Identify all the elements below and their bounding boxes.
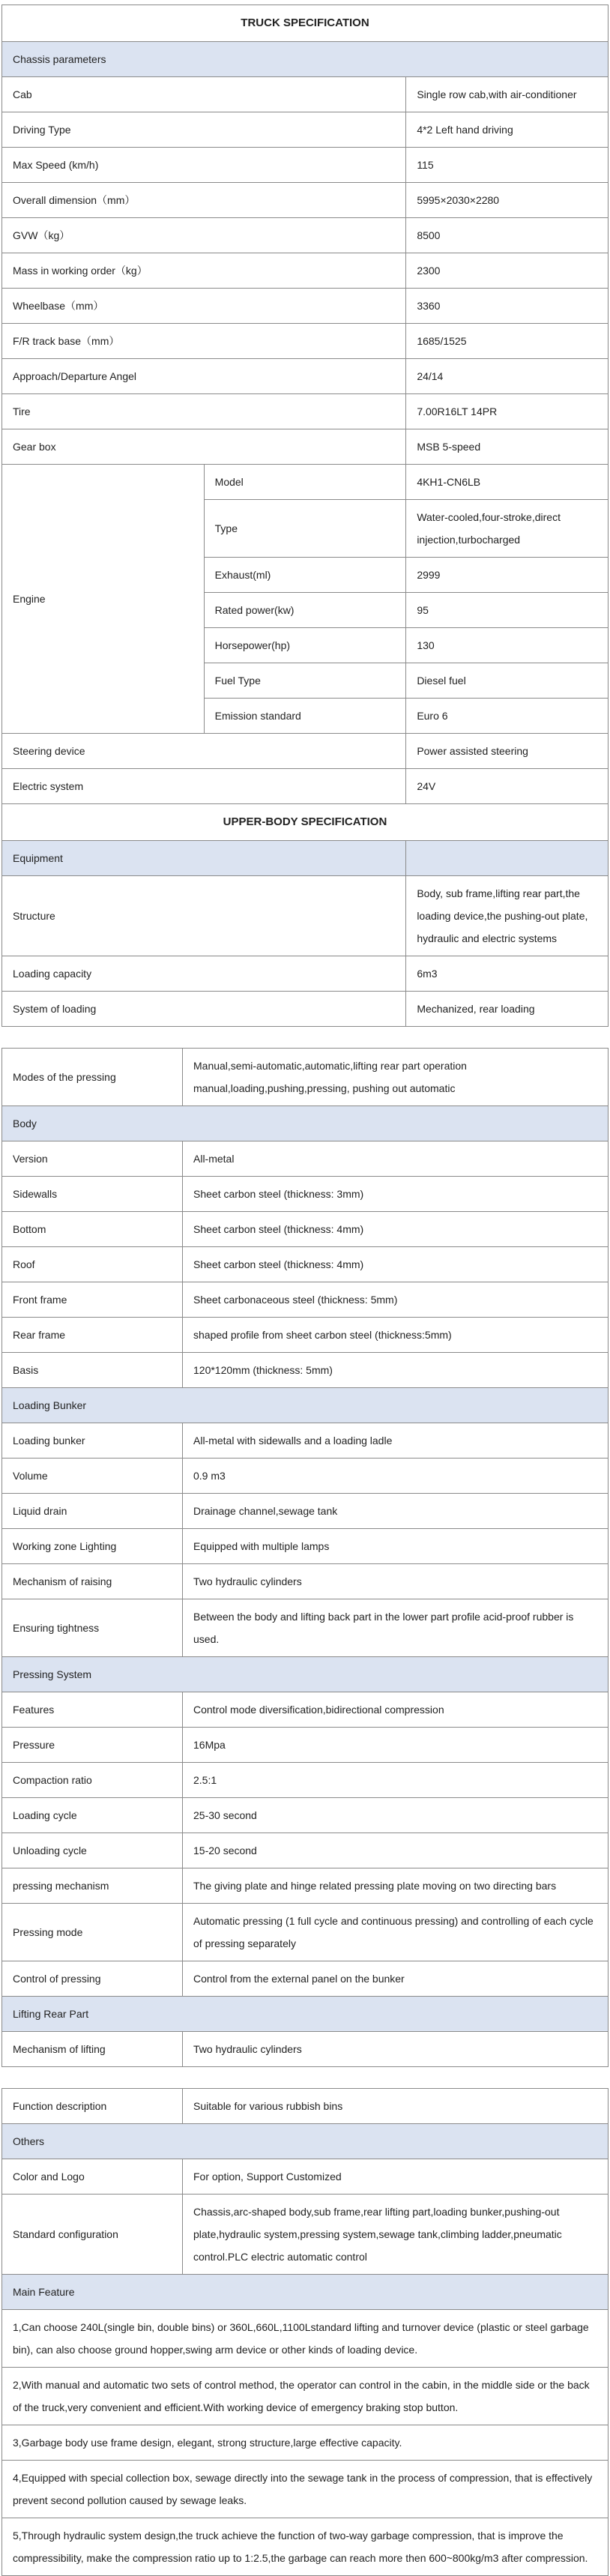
- truck-spec-title: TRUCK SPECIFICATION: [2, 5, 609, 42]
- row-label: Structure: [2, 876, 406, 956]
- section-row: [2, 2124, 609, 2159]
- row-label: Working zone Lighting: [2, 1529, 183, 1564]
- row-value: 15-20 second: [183, 1833, 609, 1868]
- engine-row-value: 130: [406, 628, 609, 663]
- bunker-section-header: Loading Bunker: [2, 1388, 609, 1423]
- table-row: [2, 2089, 609, 2124]
- row-value: 8500: [406, 218, 609, 253]
- row-label: Color and Logo: [2, 2159, 183, 2195]
- table-row: [2, 1459, 609, 1494]
- engine-row-label: Type: [204, 500, 406, 558]
- feature-text: 4,Equipped with special collection box, sewage directly into the sewage tank in the process of compression, that is effectively prevent second pollution caused by sewage leaks.: [2, 2461, 609, 2518]
- section-row: [2, 841, 609, 876]
- row-label: Basis: [2, 1353, 183, 1388]
- title-row: [2, 5, 609, 42]
- row-label: Wheelbase（mm）: [2, 289, 406, 324]
- row-label: Standard configuration: [2, 2195, 183, 2275]
- table-row: [2, 218, 609, 253]
- row-value: Chassis,arc-shaped body,sub frame,rear lifting part,loading bunker,pushing-out plate,hydraulic system,pressing system,sewage tank,climbing ladder,pneumatic control.PLC electric automatic control: [183, 2195, 609, 2275]
- feature-row: [2, 2368, 609, 2425]
- section-row: [2, 1657, 609, 1692]
- row-label: Liquid drain: [2, 1494, 183, 1529]
- row-label: Loading capacity: [2, 956, 406, 992]
- row-value: 7.00R16LT 14PR: [406, 394, 609, 429]
- feature-text: 5,Through hydraulic system design,the truck achieve the function of two-way garbage compression, that is improve the compressibility, make the compression ratio up to 1:2.5,the garbage can reach more then 600~800kg/m3 after compression.: [2, 2518, 609, 2576]
- row-label: Version: [2, 1141, 183, 1177]
- table-row: [2, 992, 609, 1027]
- section-row: [2, 1106, 609, 1141]
- engine-row-label: Rated power(kw): [204, 593, 406, 628]
- table-row: [2, 77, 609, 112]
- feature-text: 2,With manual and automatic two sets of control method, the operator can control in the cabin, in the middle side or the back of the truck,very convenient and efficient.With working device of emergency braking stop button.: [2, 2368, 609, 2425]
- row-label: Modes of the pressing: [2, 1049, 183, 1106]
- row-value: 24V: [406, 769, 609, 804]
- table-row: [2, 769, 609, 804]
- table-row: [2, 1494, 609, 1529]
- table-row: [2, 1212, 609, 1247]
- upper-body-title: UPPER-BODY SPECIFICATION: [2, 804, 609, 841]
- feature-row: [2, 2425, 609, 2461]
- row-value: Sheet carbon steel (thickness: 3mm): [183, 1177, 609, 1212]
- row-value: Sheet carbon steel (thickness: 4mm): [183, 1247, 609, 1282]
- row-value: 2300: [406, 253, 609, 289]
- row-value: 120*120mm (thickness: 5mm): [183, 1353, 609, 1388]
- row-label: Pressing mode: [2, 1904, 183, 1961]
- engine-row-value: 4KH1-CN6LB: [406, 465, 609, 500]
- table-row: [2, 183, 609, 218]
- table-row: [2, 1599, 609, 1657]
- table-row: [2, 1692, 609, 1728]
- table-row: [2, 1318, 609, 1353]
- feature-text: 3,Garbage body use frame design, elegant, strong structure,large effective capacity.: [2, 2425, 609, 2461]
- row-label: Driving Type: [2, 112, 406, 148]
- row-value: The giving plate and hinge related pressing plate moving on two directing bars: [183, 1868, 609, 1904]
- feature-text: 1,Can choose 240L(single bin, double bins) or 360L,660L,1100Lstandard lifting and turnover device (plastic or steel garbage bin), can also choose ground hopper,swing arm device or other kinds of loading device.: [2, 2310, 609, 2368]
- row-value: Control from the external panel on the bunker: [183, 1961, 609, 1997]
- table-row: [2, 1961, 609, 1997]
- engine-group-label: Engine: [2, 465, 205, 734]
- body-section-header: Body: [2, 1106, 609, 1141]
- row-value: 25-30 second: [183, 1798, 609, 1833]
- row-label: Function description: [2, 2089, 183, 2124]
- section-row: [2, 2275, 609, 2310]
- pressing-section-header: Pressing System: [2, 1657, 609, 1692]
- table-row: [2, 1353, 609, 1388]
- row-label: F/R track base（mm）: [2, 324, 406, 359]
- row-label: Sidewalls: [2, 1177, 183, 1212]
- row-label: Volume: [2, 1459, 183, 1494]
- table-row: [2, 734, 609, 769]
- truck-spec-table: [1, 4, 609, 1027]
- table-row: [2, 394, 609, 429]
- table-gap: [1, 2067, 609, 2088]
- table-row: [2, 253, 609, 289]
- row-label: Cab: [2, 77, 406, 112]
- row-value: Body, sub frame,lifting rear part,the loading device,the pushing-out plate, hydraulic and electric systems: [406, 876, 609, 956]
- table-gap: [1, 1027, 609, 1048]
- row-label: Mechanism of lifting: [2, 2032, 183, 2067]
- row-label: Tire: [2, 394, 406, 429]
- chassis-section-header: Chassis parameters: [2, 42, 609, 77]
- table-row: [2, 876, 609, 956]
- row-label: Unloading cycle: [2, 1833, 183, 1868]
- row-label: Approach/Departure Angel: [2, 359, 406, 394]
- row-label: Mass in working order（kg）: [2, 253, 406, 289]
- row-value: Automatic pressing (1 full cycle and continuous pressing) and controlling of each cycle of pressing separately: [183, 1904, 609, 1961]
- spec-document: [1, 4, 609, 2576]
- table-row: [2, 956, 609, 992]
- table-row: [2, 324, 609, 359]
- row-label: Gear box: [2, 429, 406, 465]
- row-value: MSB 5-speed: [406, 429, 609, 465]
- table-row: [2, 2159, 609, 2195]
- row-value: 115: [406, 148, 609, 183]
- table-row: [2, 112, 609, 148]
- table-row: [2, 1798, 609, 1833]
- table-row: [2, 2032, 609, 2067]
- row-label: Compaction ratio: [2, 1763, 183, 1798]
- engine-row-value: Euro 6: [406, 699, 609, 734]
- row-value: For option, Support Customized: [183, 2159, 609, 2195]
- row-value: Suitable for various rubbish bins: [183, 2089, 609, 2124]
- table-row: [2, 1868, 609, 1904]
- feature-row: [2, 2310, 609, 2368]
- table-row: [2, 2195, 609, 2275]
- row-value: 2.5:1: [183, 1763, 609, 1798]
- row-label: Steering device: [2, 734, 406, 769]
- table-row: [2, 429, 609, 465]
- engine-row-label: Exhaust(ml): [204, 558, 406, 593]
- row-label: Max Speed (km/h): [2, 148, 406, 183]
- row-label: Loading cycle: [2, 1798, 183, 1833]
- upper-body-table: [1, 1048, 609, 2067]
- table-row: [2, 1529, 609, 1564]
- row-value: shaped profile from sheet carbon steel (thickness:5mm): [183, 1318, 609, 1353]
- title-row: [2, 804, 609, 841]
- row-label: Electric system: [2, 769, 406, 804]
- row-label: Mechanism of raising: [2, 1564, 183, 1599]
- row-label: Ensuring tightness: [2, 1599, 183, 1657]
- section-row: [2, 1997, 609, 2032]
- feature-row: [2, 2518, 609, 2576]
- row-value: Drainage channel,sewage tank: [183, 1494, 609, 1529]
- row-value: 24/14: [406, 359, 609, 394]
- row-value: 5995×2030×2280: [406, 183, 609, 218]
- row-label: Pressure: [2, 1728, 183, 1763]
- table-row: [2, 1763, 609, 1798]
- engine-row: [2, 465, 609, 500]
- table-row: [2, 1141, 609, 1177]
- row-label: Rear frame: [2, 1318, 183, 1353]
- row-value: Sheet carbonaceous steel (thickness: 5mm): [183, 1282, 609, 1318]
- table-row: [2, 1282, 609, 1318]
- table-row: [2, 1049, 609, 1106]
- row-label: Front frame: [2, 1282, 183, 1318]
- row-value: Two hydraulic cylinders: [183, 1564, 609, 1599]
- section-row: [2, 1388, 609, 1423]
- row-value: 0.9 m3: [183, 1459, 609, 1494]
- table-row: [2, 1247, 609, 1282]
- row-label: Overall dimension（mm）: [2, 183, 406, 218]
- row-label: Loading bunker: [2, 1423, 183, 1459]
- engine-row-label: Fuel Type: [204, 663, 406, 699]
- row-value: Two hydraulic cylinders: [183, 2032, 609, 2067]
- row-value: Manual,semi-automatic,automatic,lifting rear part operation manual,loading,pushing,pressing, pushing out automatic: [183, 1049, 609, 1106]
- table-row: [2, 1564, 609, 1599]
- row-label: Bottom: [2, 1212, 183, 1247]
- row-value: Sheet carbon steel (thickness: 4mm): [183, 1212, 609, 1247]
- engine-row-value: Water-cooled,four-stroke,direct injection,turbocharged: [406, 500, 609, 558]
- row-value: 16Mpa: [183, 1728, 609, 1763]
- row-value: Control mode diversification,bidirectional compression: [183, 1692, 609, 1728]
- row-label: Control of pressing: [2, 1961, 183, 1997]
- row-value: Between the body and lifting back part in the lower part profile acid-proof rubber is used.: [183, 1599, 609, 1657]
- engine-row-value: 95: [406, 593, 609, 628]
- row-label: pressing mechanism: [2, 1868, 183, 1904]
- equipment-section-blank: [406, 841, 609, 876]
- engine-row-label: Horsepower(hp): [204, 628, 406, 663]
- feature-row: [2, 2461, 609, 2518]
- row-value: All-metal with sidewalls and a loading ladle: [183, 1423, 609, 1459]
- row-value: All-metal: [183, 1141, 609, 1177]
- row-value: Power assisted steering: [406, 734, 609, 769]
- engine-row-value: Diesel fuel: [406, 663, 609, 699]
- section-row: [2, 42, 609, 77]
- lifting-section-header: Lifting Rear Part: [2, 1997, 609, 2032]
- table-row: [2, 289, 609, 324]
- row-label: Features: [2, 1692, 183, 1728]
- engine-row-label: Model: [204, 465, 406, 500]
- table-row: [2, 1728, 609, 1763]
- equipment-section-header: Equipment: [2, 841, 406, 876]
- row-value: 1685/1525: [406, 324, 609, 359]
- row-label: System of loading: [2, 992, 406, 1027]
- table-row: [2, 1423, 609, 1459]
- others-section-header: Others: [2, 2124, 609, 2159]
- others-table: [1, 2088, 609, 2576]
- table-row: [2, 148, 609, 183]
- row-value: Mechanized, rear loading: [406, 992, 609, 1027]
- table-row: [2, 359, 609, 394]
- row-value: 4*2 Left hand driving: [406, 112, 609, 148]
- engine-row-label: Emission standard: [204, 699, 406, 734]
- engine-row-value: 2999: [406, 558, 609, 593]
- row-value: Equipped with multiple lamps: [183, 1529, 609, 1564]
- row-value: 3360: [406, 289, 609, 324]
- row-value: 6m3: [406, 956, 609, 992]
- main-feature-section-header: Main Feature: [2, 2275, 609, 2310]
- row-label: GVW（kg）: [2, 218, 406, 253]
- row-value: Single row cab,with air-conditioner: [406, 77, 609, 112]
- table-row: [2, 1904, 609, 1961]
- table-row: [2, 1833, 609, 1868]
- row-label: Roof: [2, 1247, 183, 1282]
- table-row: [2, 1177, 609, 1212]
